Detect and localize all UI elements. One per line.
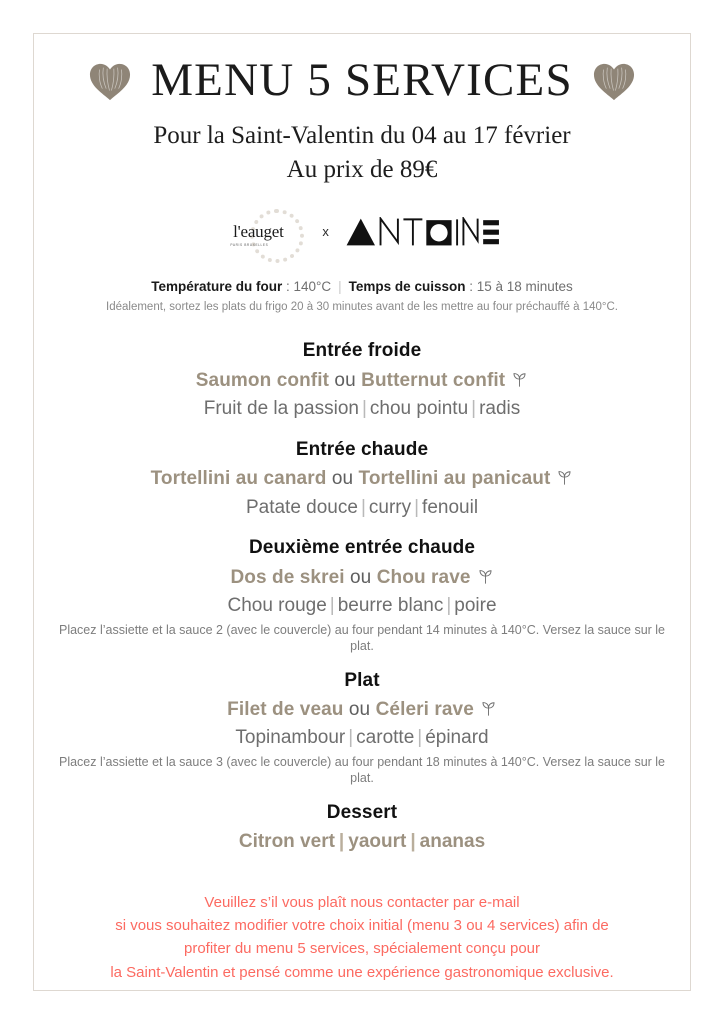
course-sides (51, 724, 673, 753)
course-choice-b: Butternut confit (361, 369, 506, 391)
dessert-separator: | (410, 831, 416, 853)
oven-temp-label: Température du four (151, 278, 283, 294)
sprout-icon (556, 469, 573, 486)
side-separator: | (414, 496, 420, 518)
course-title: Entrée froide (302, 340, 422, 362)
sprout-icon (511, 371, 528, 388)
side-item: fenouil (422, 496, 479, 518)
course-title: Deuxième entrée chaude (248, 537, 476, 559)
footer-note-line: profiter du menu 5 services, spécialement conçu pour (183, 940, 540, 958)
side-item: chou pointu (369, 398, 469, 420)
course-choice-b: Tortellini au panicaut (358, 468, 551, 490)
heart-icon (591, 60, 637, 102)
course-choice-a: Dos de skrei (230, 566, 345, 588)
sprout-icon (480, 700, 497, 717)
side-item: curry (368, 496, 412, 518)
footer-note (51, 891, 673, 984)
course-choice-a: Filet de veau (227, 699, 349, 721)
course-choice-a: Saumon confit (195, 369, 330, 391)
logo-row (51, 208, 673, 256)
side-separator: | (446, 595, 452, 617)
footer-note-line: si vous souhaitez modifier votre choix initial (menu 3 ou 4 services) afin de (115, 917, 609, 935)
course-choice (51, 464, 673, 493)
logo-collab-separator: x (322, 224, 329, 239)
side-item: beurre blanc (337, 595, 444, 617)
side-item: poire (454, 595, 497, 617)
side-item: Topinambour (235, 727, 346, 749)
menu-price: Au prix de 89€ (286, 156, 438, 184)
leauget-logo-sub: PARIS BRUXELLES (230, 242, 269, 247)
side-separator: | (361, 398, 367, 420)
course-choice (51, 366, 673, 395)
side-item: Patate douce (245, 496, 358, 518)
course-conjunction: ou (329, 369, 362, 391)
cooking-time-value: : 15 à 18 minutes (465, 278, 573, 294)
course-dessert (51, 799, 673, 857)
side-item: radis (479, 398, 521, 420)
course-title: Dessert (326, 801, 398, 823)
course-title: Entrée chaude (295, 438, 429, 460)
side-item: Fruit de la passion (203, 398, 359, 420)
course-title: Plat (344, 669, 380, 691)
oven-temp-value: : 140°C (282, 278, 332, 294)
footer-note-line: la Saint-Valentin et pensé comme une expérience gastronomique exclusive. (110, 963, 614, 981)
side-separator: | (348, 727, 354, 749)
course-conjunction: ou (344, 566, 377, 588)
course-conjunction: ou (348, 699, 376, 721)
oven-note: Idéalement, sortez les plats du frigo 20 à 30 minutes avant de les mettre au four préchauffé à 140°C. (106, 300, 618, 313)
course-entree-chaude (51, 436, 673, 522)
course-sides (51, 494, 673, 523)
course-choice-a: Tortellini au canard (150, 468, 327, 490)
title-row (51, 54, 673, 106)
course-plat (51, 667, 673, 787)
menu-content (33, 33, 691, 991)
dessert-item: ananas (419, 831, 486, 853)
side-item: épinard (425, 727, 489, 749)
course-note: Placez l’assiette et la sauce 3 (avec le couvercle) au four pendant 18 minutes à 140°C. Versez la sauce sur le plat. (58, 754, 666, 786)
menu-subtitle: Pour la Saint-Valentin du 04 au 17 février (153, 122, 571, 149)
courses-list (51, 337, 673, 857)
course-choice-b: Céleri rave (375, 699, 474, 721)
side-item: Chou rouge (227, 595, 327, 617)
dessert-separator: | (338, 831, 345, 853)
leauget-logo-name: l'eauget (233, 222, 284, 241)
course-choice (51, 695, 673, 724)
page-title: MENU 5 SERVICES (151, 54, 573, 106)
footer-note-line: Veuillez s’il vous plaît nous contacter par e-mail (204, 893, 520, 911)
course-conjunction: ou (326, 468, 359, 490)
course-entree-froide (51, 337, 673, 423)
dessert-item: yaourt (348, 831, 407, 853)
sprout-icon (477, 568, 494, 585)
course-deuxieme-entree-chaude (51, 534, 673, 654)
side-item: carotte (356, 727, 415, 749)
dessert-item: Citron vert (238, 831, 335, 853)
course-sides (51, 395, 673, 424)
dessert-items (51, 827, 673, 856)
course-choice (51, 563, 673, 592)
course-note: Placez l’assiette et la sauce 2 (avec le couvercle) au four pendant 14 minutes à 140°C. Versez la sauce sur le plat. (58, 622, 666, 654)
side-separator: | (471, 398, 477, 420)
side-separator: | (360, 496, 366, 518)
leauget-logo (224, 208, 306, 256)
oven-separator: | (338, 278, 342, 294)
antoine-logo (345, 217, 500, 247)
side-separator: | (417, 727, 423, 749)
side-separator: | (329, 595, 335, 617)
oven-info-line (51, 278, 673, 296)
course-choice-b: Chou rave (376, 566, 471, 588)
cooking-time-label: Temps de cuisson (348, 278, 466, 294)
course-sides (51, 592, 673, 621)
heart-icon (87, 60, 133, 102)
